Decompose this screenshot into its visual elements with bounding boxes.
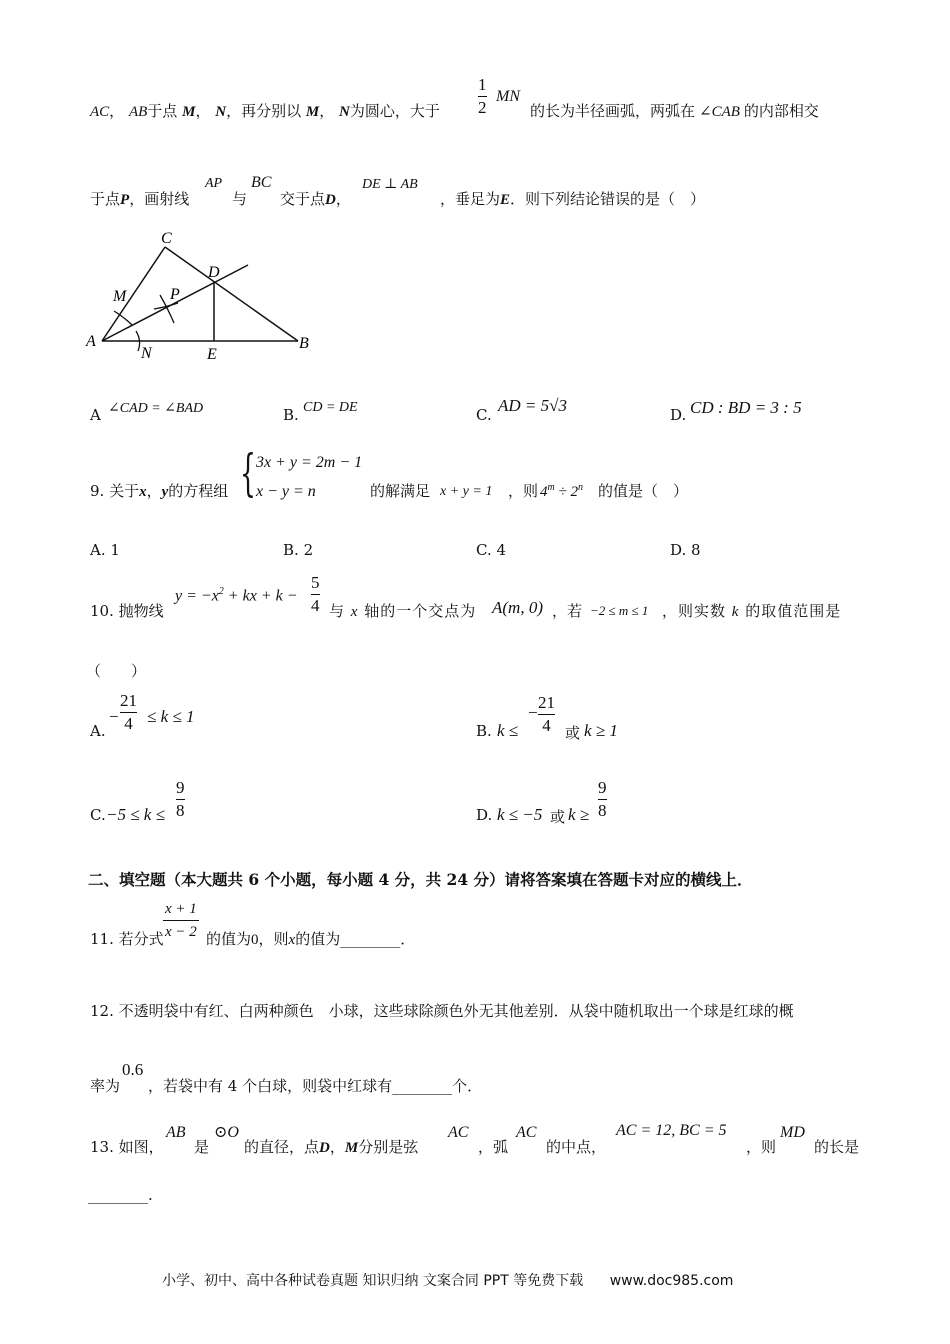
probability-value: 0.6 — [122, 1060, 144, 1079]
side-cb — [165, 247, 298, 341]
q13-text1 — [244, 1136, 418, 1157]
q10-option-a-neg: − — [109, 707, 119, 726]
option-letter: A. — [90, 722, 106, 740]
q10-option-c[interactable] — [90, 806, 106, 824]
option-letter: D. — [670, 406, 687, 424]
fraction-denominator: 4 — [311, 596, 320, 615]
label-a: A — [86, 333, 96, 350]
option-value: 8 — [691, 541, 701, 559]
angle-cab: ∠CAB — [699, 104, 740, 120]
q10-fraction — [311, 572, 320, 617]
text: 与 — [232, 190, 248, 208]
text: 4 — [540, 484, 548, 500]
q10-option-c-expr: −5 ≤ k ≤ — [106, 805, 165, 824]
q8-line1 — [90, 100, 440, 121]
parabola-function — [175, 586, 298, 605]
option-value: 4 — [496, 541, 507, 559]
text: ，若 — [552, 602, 583, 620]
q10-tail — [662, 600, 841, 621]
chord-ac: AC — [448, 1124, 469, 1141]
label-b: B — [299, 335, 309, 352]
footer-caption: 小学、初中、高中各种试卷真题 知识归纳 文案合同 PPT 等免费下载 — [162, 1273, 584, 1289]
option-letter: D. — [476, 806, 493, 824]
q11-prefix: 11. 若分式 — [90, 930, 164, 948]
q9-option-b[interactable] — [283, 541, 313, 559]
label-c: C — [161, 230, 172, 247]
text: ，则 — [746, 1138, 777, 1156]
text: 的方程组 — [168, 482, 229, 500]
q8-line2-b — [280, 188, 351, 209]
system-eq1: 3x + y = 2m − 1 — [256, 454, 363, 471]
option-letter: B. — [283, 406, 299, 424]
text: + kx + k − — [223, 587, 298, 605]
q12-line1: 12. 不透明袋中有红、白两种颜色 小球，这些球除颜色外无其他差别．从袋中随机取出一个球是红球的概 — [90, 1002, 794, 1020]
q8-option-b[interactable] — [283, 406, 299, 424]
q10-option-b-rest: k ≥ 1 — [584, 721, 618, 740]
fraction-numerator: 9 — [598, 777, 607, 800]
q10-option-d[interactable] — [476, 806, 492, 824]
point-d: D — [325, 192, 336, 208]
option-letter: C. — [90, 806, 106, 824]
q10-text — [329, 600, 476, 621]
q10-option-d-k: k ≥ — [568, 805, 590, 824]
option-value: 2 — [303, 541, 314, 559]
text: 的内部相交 — [743, 102, 819, 120]
point-m: M — [182, 104, 196, 120]
q10-option-a-rest: ≤ k ≤ 1 — [147, 707, 195, 726]
seg-ab: AB — [128, 104, 148, 120]
text: ， — [146, 482, 162, 500]
point-m: M — [305, 104, 320, 120]
system-brace: { — [240, 444, 256, 502]
q10-option-b-k: k ≤ — [497, 721, 519, 740]
q10-prefix: 10. 抛物线 — [90, 602, 164, 620]
var-x: x — [139, 484, 147, 500]
option-letter: A. — [90, 541, 106, 559]
text: 与 — [329, 602, 346, 620]
text: ， — [109, 102, 125, 120]
text: ， — [319, 102, 335, 120]
fraction-denominator: 8 — [598, 801, 607, 820]
system-eq2: x − y = n — [256, 483, 316, 500]
answer-blank: ________. — [88, 1186, 153, 1204]
footer-link[interactable]: www.doc985.com — [609, 1273, 734, 1289]
option-letter: C. — [476, 406, 492, 424]
q10-paren: （ ） — [86, 662, 147, 680]
text: ，垂足为 — [440, 190, 501, 208]
fraction-denominator: 4 — [124, 714, 133, 733]
text: 的长为半径画弧，两弧在 — [530, 102, 696, 120]
condition: x + y = 1 — [440, 484, 493, 499]
fraction-numerator: 21 — [120, 690, 137, 713]
text: ，弧 — [478, 1138, 509, 1156]
text: ．则下列结论错误的是（ ） — [510, 190, 706, 208]
fraction-numerator: x + 1 — [163, 898, 199, 921]
q8-option-c-expr: AD = 5√3 — [498, 396, 567, 415]
q9-prefix — [90, 480, 228, 501]
q11-text — [206, 928, 415, 949]
text: 于点 — [147, 102, 178, 120]
q10-option-c-frac — [176, 777, 185, 822]
perpendicular-de-ab: DE ⊥ AB — [362, 177, 418, 192]
text: 2 — [218, 586, 224, 597]
target-expr — [540, 482, 583, 501]
q10-option-b-frac — [538, 692, 555, 737]
fraction-denominator: 8 — [176, 801, 185, 820]
q8-option-a[interactable] — [90, 406, 101, 424]
option-letter: B. — [283, 541, 299, 559]
q11-fraction — [163, 898, 199, 943]
fraction-numerator: 1 — [478, 74, 487, 97]
option-letter: A — [90, 406, 101, 424]
text: y = −x — [175, 587, 219, 605]
text: 为圆心，大于 — [349, 102, 440, 120]
seg-mn: MN — [496, 88, 520, 105]
point-e: E — [500, 192, 511, 208]
point-p: P — [120, 192, 130, 208]
text: ，再分别以 — [226, 102, 302, 120]
q8-line1-b — [530, 100, 819, 121]
side-ac — [102, 247, 165, 341]
text: 的值是（ ） — [598, 482, 689, 500]
var-k: k — [731, 604, 740, 620]
arc-ac: AC — [516, 1124, 537, 1141]
q8-option-c[interactable] — [476, 406, 492, 424]
text: ÷ 2 — [554, 484, 578, 500]
q8-line2 — [90, 188, 189, 209]
text: 轴的一个交点为 — [364, 602, 477, 620]
option-letter: D. — [670, 541, 687, 559]
answer-blank: 的值为________． — [295, 930, 416, 948]
text: ，画射线 — [129, 190, 190, 208]
fraction-denominator: x − 2 — [165, 924, 197, 940]
text: 率为 — [90, 1077, 121, 1095]
text: 的长是 — [814, 1138, 860, 1156]
q9-option-d[interactable] — [670, 541, 701, 559]
seg-bc: BC — [251, 174, 272, 191]
text: 交于点 — [280, 190, 326, 208]
fraction-numerator: 5 — [311, 572, 320, 595]
footer-text — [162, 1270, 733, 1290]
half-fraction — [478, 74, 487, 119]
label-n: N — [141, 345, 152, 362]
var-x: x — [288, 932, 296, 948]
text: ， — [335, 190, 351, 208]
q10-option-a-frac — [120, 690, 137, 735]
label-p: P — [170, 286, 180, 303]
var-y: y — [161, 484, 169, 500]
point-n: N — [215, 104, 227, 120]
label-m: M — [113, 288, 127, 305]
text: 或 — [565, 724, 581, 742]
q8-option-d-expr: CD : BD = 3 : 5 — [690, 398, 802, 417]
point-n: N — [339, 104, 350, 120]
fraction-numerator: 9 — [176, 777, 185, 800]
text: 的值为 — [206, 930, 252, 948]
seg-ab: AB — [166, 1124, 186, 1141]
fraction-denominator: 2 — [478, 98, 487, 117]
seg-md: MD — [780, 1124, 805, 1141]
q8-option-d[interactable] — [670, 406, 686, 424]
point-a: A(m, 0) — [492, 598, 543, 617]
var-x: x — [350, 604, 359, 620]
q9-option-a[interactable] — [90, 541, 120, 559]
q10-option-d-frac — [598, 777, 607, 822]
q12-line2: ，若袋中有 4 个白球，则袋中红球有________个． — [148, 1077, 483, 1095]
text: ， — [329, 1138, 345, 1156]
q8-option-a-expr: ∠CAD = ∠BAD — [108, 401, 204, 416]
q8-option-b-expr: CD = DE — [303, 400, 358, 415]
q10-option-b[interactable] — [476, 722, 492, 740]
circle-o: ⊙O — [214, 1124, 239, 1141]
text: n — [577, 482, 583, 493]
text: 的解满足 — [370, 482, 431, 500]
option-value: 1 — [110, 541, 120, 559]
q8-figure — [80, 225, 330, 365]
q8-line2-c — [440, 188, 705, 209]
point-m: M — [344, 1140, 359, 1156]
q9-option-c[interactable] — [476, 541, 506, 559]
text: ，则 — [258, 930, 289, 948]
text: ，则 — [508, 482, 539, 500]
q13-prefix: 13. 如图， — [90, 1138, 164, 1156]
text: 是 — [194, 1138, 210, 1156]
fraction-numerator: 21 — [538, 692, 555, 715]
q10-option-d-expr: k ≤ −5 — [497, 805, 543, 824]
range-m: −2 ≤ m ≤ 1 — [590, 603, 649, 618]
q10-option-b-neg: − — [528, 703, 538, 722]
fraction-denominator: 4 — [542, 716, 551, 735]
question-number: 9. 关于 — [90, 482, 140, 500]
option-letter: B. — [476, 722, 492, 740]
text: ，则实数 — [662, 602, 727, 620]
label-d: D — [208, 264, 220, 281]
option-letter: C. — [476, 541, 492, 559]
value-zero: 0 — [251, 932, 259, 948]
text: 分别是弦 — [358, 1138, 419, 1156]
text: 于点 — [90, 190, 121, 208]
text: ， — [195, 102, 211, 120]
section-title: 二、填空题（本大题共 6 个小题，每小题 4 分，共 24 分）请将答案填在答题卡对应的横线上． — [88, 870, 753, 889]
text: 或 — [550, 808, 566, 826]
text: 的直径，点 — [244, 1138, 320, 1156]
seg-ac: AC — [90, 104, 110, 120]
point-d: D — [319, 1140, 330, 1156]
label-e: E — [207, 346, 217, 363]
text: 的中点， — [546, 1138, 607, 1156]
ray-ap: AP — [205, 176, 223, 191]
text: m — [547, 482, 555, 493]
given-lengths: AC = 12, BC = 5 — [616, 1122, 727, 1139]
text: 的取值范围是 — [745, 602, 842, 620]
q10-option-a[interactable] — [90, 722, 106, 740]
